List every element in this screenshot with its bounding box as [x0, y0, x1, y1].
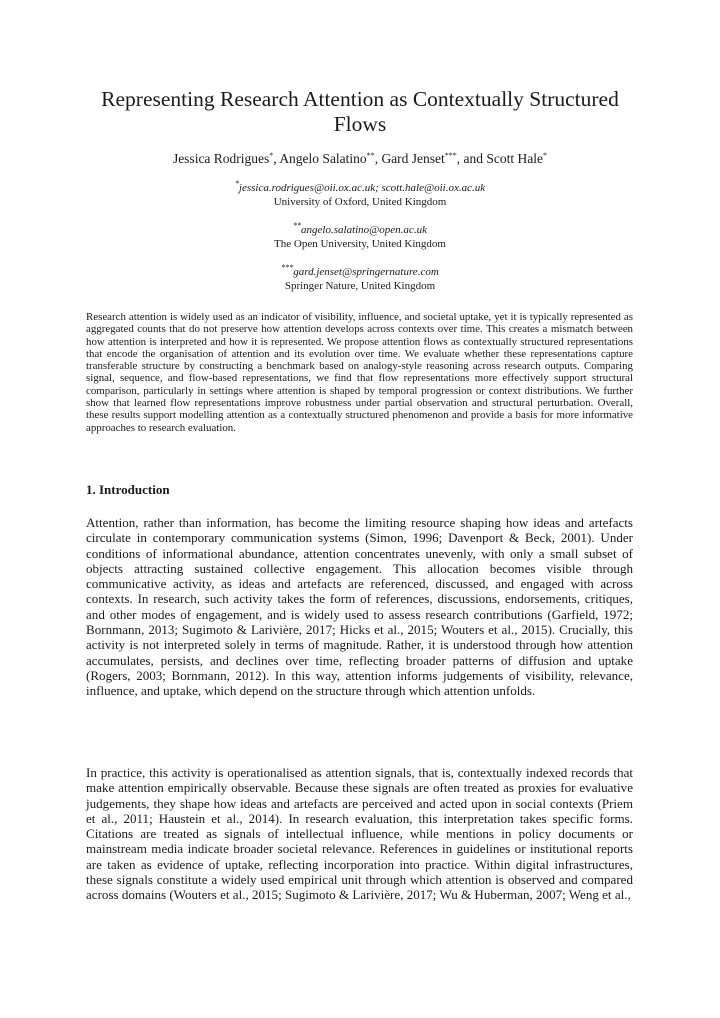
section-heading: 1. Introduction: [86, 482, 170, 497]
affiliation-institution: The Open University, United Kingdom: [274, 237, 446, 250]
affiliation-institution: University of Oxford, United Kingdom: [273, 195, 447, 208]
affiliation-email: ***gard.jenset@springernature.com: [281, 263, 439, 278]
author-name: Jessica Rodrigues: [172, 151, 270, 166]
author-name: Scott Hale: [486, 151, 544, 166]
affiliation-email: *jessica.rodrigues@oii.ox.ac.uk; scott.hale@oii.ox.ac.uk: [234, 179, 486, 194]
author-separator: ,: [273, 151, 280, 166]
author-mark: *: [269, 151, 274, 160]
author-mark: *: [543, 151, 548, 160]
affiliation-institution: Springer Nature, United Kingdom: [284, 279, 436, 292]
author-name: Angelo Salatino: [279, 151, 367, 166]
body-paragraph: In practice, this activity is operationalised as attention signals, that is, contextually indexed records that make attention empirically observable. Because these signals are often treated as proxies for evaluative judgements, they shape how ideas and artefacts are perceived and acted upon in social contexts (Priem et al., 2011; Haustein et al., 2014). In research evaluation, this interpretation takes specific forms. Citations are treated as signals of intellectual influence, while mentions in policy documents or mainstream media indicate broader societal relevance. References in guidelines or institutional reports are taken as evidence of uptake, reflecting incorporation into practice. Within digital infrastructures, these signals constitute a widely used empirical unit through which attention is observed and compared across domains (Wouters et al., 2015; Sugimoto & Larivière, 2017; Wu & Huberman, 2007; Weng et al.,: [86, 765, 633, 903]
author-name: Gard Jenset: [381, 151, 445, 166]
affiliation-open-university: [110, 221, 610, 251]
affiliation-mark: **: [293, 221, 302, 230]
author-separator: , and: [456, 151, 487, 166]
paper-title: Representing Research Attention as Contextually Structured Flows: [101, 87, 619, 136]
affiliation-mark: ***: [281, 263, 294, 272]
author-list: [60, 150, 660, 168]
author-mark: ***: [444, 151, 457, 160]
affiliation-email: **angelo.salatino@open.ac.uk: [293, 221, 427, 236]
body-paragraph: Attention, rather than information, has become the limiting resource shaping how ideas and artefacts circulate in contemporary communication systems (Simon, 1996; Davenport & Beck, 2001). Under conditions of informational abundance, attention concentrates unevenly, with only a small subset of objects attracting sustained collective engagement. This allocation becomes visible through communicative activity, as ideas and artefacts are referenced, discussed, and engaged with across contexts. In research, such activity takes the form of references, discussions, endorsements, critiques, and other modes of engagement, and is widely used to assess research contributions (Garfield, 1972; Bornmann, 2013; Sugimoto & Larivière, 2017; Hicks et al., 2015; Wouters et al., 2015). Crucially, this activity is not interpreted solely in terms of magnitude. Rather, it is understood through how attention accumulates, persists, and declines over time, reflecting broader patterns of diffusion and uptake (Rogers, 2003; Bornmann, 2012). In this way, attention informs judgements of visibility, relevance, influence, and uptake, which depend on the structure through which attention unfolds.: [86, 515, 633, 699]
affiliation-oxford: [110, 179, 610, 209]
affiliation-springer-nature: [110, 263, 610, 293]
affiliation-mark: *: [234, 179, 239, 188]
author-mark: **: [366, 151, 375, 160]
abstract: Research attention is widely used as an indicator of visibility, influence, and societal uptake, yet it is typically represented as aggregated counts that do not preserve how attention develops across contexts over time. This creates a mismatch between how attention is interpreted and how it is represented. We propose attention flows as contextually structured representations that encode the organisation of attention and its evolution over time. We evaluate whether these representations capture transferable structure by constructing a benchmark based on analogy-style reasoning across research outputs. Comparing signal, sequence, and flow-based representations, we find that flow representations more effectively support structural comparison, particularly in settings where attention is shaped by temporal progression or context distributions. We further show that learned flow representations improve robustness under partial observation and structural perturbation. Overall, these results support modelling attention as a contextually structured phenomenon and provide a basis for more informative approaches to research evaluation.: [86, 311, 633, 434]
author-separator: ,: [374, 151, 382, 166]
